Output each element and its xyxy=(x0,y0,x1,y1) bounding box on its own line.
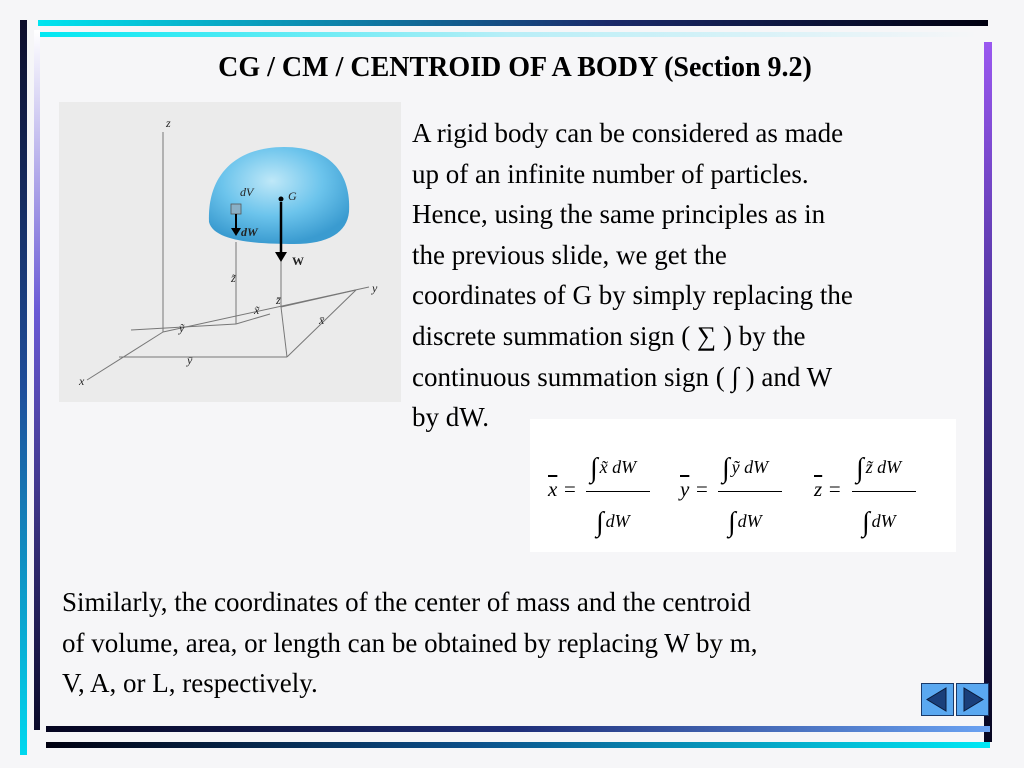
formula-z-lhs: $\overline{z}$ xyxy=(814,477,823,501)
formula-x-denominator: dW xyxy=(605,511,630,531)
W-label: W xyxy=(292,254,304,268)
formula-z-equals: = xyxy=(827,477,842,501)
formula-z-denominator: dW xyxy=(871,511,896,531)
formula-y-num-integral: ∫ xyxy=(722,453,730,484)
formula-x xyxy=(548,419,668,552)
formula-x-fraction-bar xyxy=(586,491,650,492)
formula-y-denominator: dW xyxy=(737,511,762,531)
rigid-body-figure xyxy=(59,102,401,402)
formula-z-fraction-bar xyxy=(852,491,916,492)
y-axis-label: y xyxy=(372,281,378,295)
previous-slide-button[interactable] xyxy=(921,683,954,716)
triangle-right-icon xyxy=(957,684,988,715)
formula-y-den-integral: ∫ xyxy=(728,507,736,538)
z-tilde-label: z̃ xyxy=(231,271,236,285)
triangle-left-icon xyxy=(922,684,953,715)
frame-bar-top xyxy=(38,20,988,26)
dV-label: dV xyxy=(240,185,254,199)
z-axis-label: z xyxy=(166,116,171,130)
centroid-formulas xyxy=(530,419,956,552)
frame-bar-left xyxy=(20,20,27,755)
formula-z xyxy=(814,419,939,552)
formula-y xyxy=(680,419,800,552)
bottom-paragraph: Similarly, the coordinates of the center of mass and the centroid of volume, area, or length can be obtained by replacing W by m, V, A, or L, respectively. xyxy=(62,587,758,699)
formula-x-den-integral: ∫ xyxy=(596,507,604,538)
formula-x-lhs: $\overline{x}$ xyxy=(548,477,558,501)
G-label: G xyxy=(288,189,297,203)
formula-y-lhs: $\overline{y}$ xyxy=(680,477,690,501)
formula-x-num-integral: ∫ xyxy=(590,453,598,484)
y-bar-label: ȳ xyxy=(187,353,193,367)
formula-y-equals: = xyxy=(694,477,709,501)
formula-x-equals: = xyxy=(562,477,577,501)
formula-y-fraction-bar xyxy=(718,491,782,492)
next-slide-button[interactable] xyxy=(956,683,989,716)
dW-label: dW xyxy=(241,225,258,239)
frame-bar-bottom-inner xyxy=(46,726,990,732)
formula-x-numerator: x̃ dW xyxy=(599,457,637,477)
x-bar-label: x̄ xyxy=(319,313,325,327)
formula-z-den-integral: ∫ xyxy=(862,507,870,538)
slide-title: CG / CM / CENTROID OF A BODY (Section 9.2) xyxy=(218,52,812,83)
frame-bar-top-inner xyxy=(38,32,978,37)
y-tilde-label: ỹ xyxy=(179,321,185,335)
frame-bar-bottom xyxy=(46,742,990,748)
formula-z-num-integral: ∫ xyxy=(856,453,864,484)
formula-y-numerator: ỹ dW xyxy=(731,457,769,477)
x-tilde-label: x̃ xyxy=(254,303,260,317)
frame-bar-left-inner xyxy=(34,30,40,730)
formula-z-numerator: z̃ dW xyxy=(865,457,902,477)
x-axis-label: x xyxy=(79,374,85,388)
frame-bar-right xyxy=(984,42,992,742)
body-paragraph: A rigid body can be considered as made up of an infinite number of particles. Hence, using the same principles as in the previous slide, we get the coordinates of G by simply replacing the discrete summation sign ( ∑ ) by the continuous summation sign ( ∫ ) and W by dW. xyxy=(412,118,853,433)
z-bar-label: z̄ xyxy=(276,293,281,307)
